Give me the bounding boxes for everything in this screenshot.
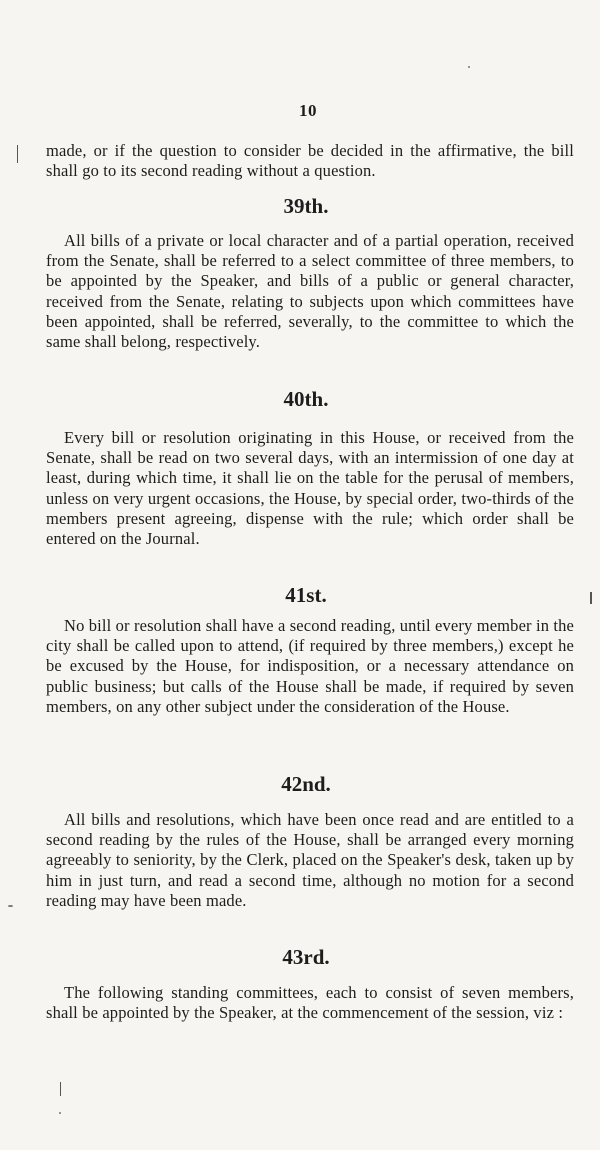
speck [8,905,13,907]
page-number: 10 [299,101,317,120]
section-heading-43rd: 43rd. [282,945,330,969]
margin-mark [60,1082,61,1096]
margin-mark [590,592,592,604]
section-heading-41st: 41st. [285,583,327,607]
speck [468,66,470,68]
margin-mark [17,145,18,163]
speck [59,1112,61,1114]
section-paragraph-40th: Every bill or resolution originating in this House, or received from the Senate, shall be read on two several days, with an intermission of one day at least, during which time, it shall lie on the table for the perusal of members, unless on very urgent occasions, the House, by special order, two-thirds of the members present agreeing, dispense with the rule; which order shall be entered on the Journal. [46,428,574,549]
section-paragraph-42nd: All bills and resolutions, which have been once read and are entitled to a second reading by the rules of the House, shall be arranged every morning agreeably to seniority, by the Clerk, placed on the Speaker's desk, taken up by him in just turn, and read a second time, although no motion for a second reading may have been made. [46,810,574,910]
section-heading-40th: 40th. [283,387,329,411]
section-paragraph-43rd: The following standing committees, each to consist of seven members, shall be appointed by the Speaker, at the commencement of the session, viz : [46,983,574,1023]
section-heading-42nd: 42nd. [281,772,331,796]
continuation-paragraph: made, or if the question to consider be decided in the affirmative, the bill shall go to its second reading without a question. [46,141,574,181]
section-paragraph-39th: All bills of a private or local character and of a partial operation, received from the Senate, shall be referred to a select committee of three members, to be appointed by the Speaker, and bills of a public or general character, received from the Senate, relating to subjects upon which committees have been appointed, shall be referred, severally, to the committee to which the same shall belong, respectively. [46,231,574,352]
section-heading-39th: 39th. [283,194,329,218]
section-paragraph-41st: No bill or resolution shall have a second reading, until every member in the city shall be called upon to attend, (if required by three members,) except he be excused by the House, for indisposition, or a necessary attendance on public business; but calls of the House shall be made, if required by seven members, on any other subject under the consideration of the House. [46,616,574,716]
